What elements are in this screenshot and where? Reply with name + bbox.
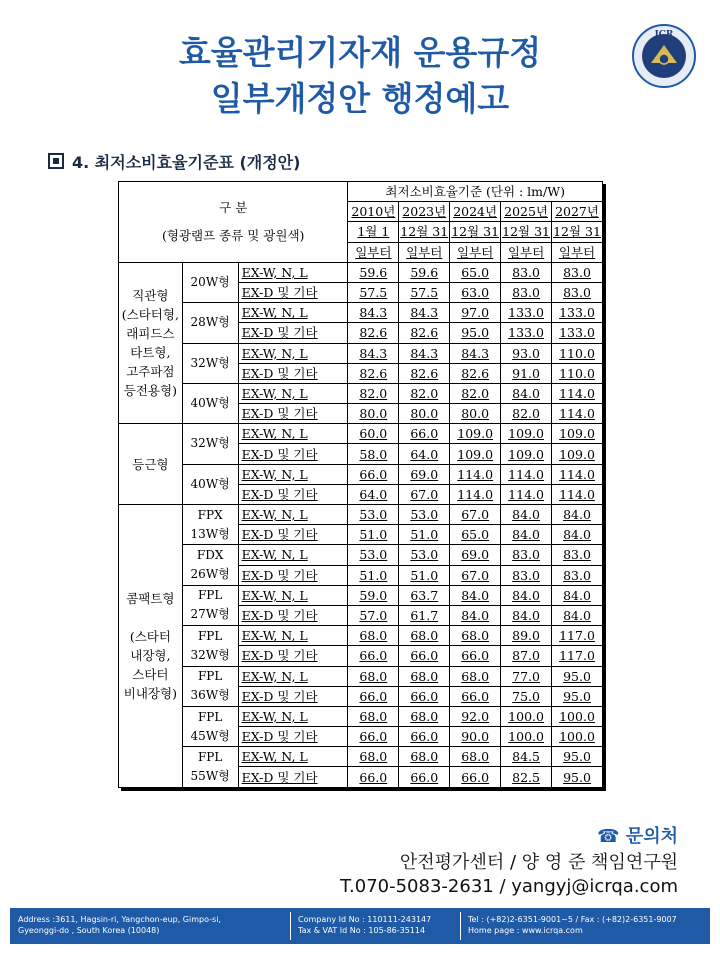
- efficiency-value-cell: 110.0: [552, 343, 603, 363]
- lamp-type-cell: EX-D 및 기타: [238, 525, 348, 545]
- efficiency-value-cell: 68.0: [399, 747, 450, 767]
- category-cell: [119, 424, 183, 505]
- efficiency-value-cell: 84.0: [501, 605, 552, 625]
- efficiency-value-cell: 84.5: [501, 747, 552, 767]
- size-label: 32W형: [190, 436, 230, 451]
- efficiency-value-cell: 114.0: [552, 484, 603, 504]
- efficiency-value-cell: 66.0: [450, 767, 501, 787]
- efficiency-value-cell: 84.0: [450, 585, 501, 605]
- efficiency-value-cell: 64.0: [399, 444, 450, 464]
- size-label: 32W형: [190, 647, 230, 662]
- efficiency-value-cell: 69.0: [450, 545, 501, 565]
- lamp-type-cell: EX-D 및 기타: [238, 323, 348, 343]
- efficiency-value-cell: 63.7: [399, 585, 450, 605]
- efficiency-value-cell: 75.0: [501, 686, 552, 706]
- efficiency-value-cell: 64.0: [348, 484, 399, 504]
- efficiency-value-cell: 57.5: [399, 282, 450, 302]
- lamp-code: FDX: [196, 548, 224, 563]
- efficiency-value-cell: 84.0: [450, 605, 501, 625]
- efficiency-value-cell: 100.0: [552, 727, 603, 747]
- efficiency-value-cell: 66.0: [399, 646, 450, 666]
- header-dates-cell: 12월 31: [450, 222, 501, 242]
- efficiency-value-cell: 84.3: [399, 343, 450, 363]
- efficiency-value-cell: 100.0: [501, 727, 552, 747]
- efficiency-value-cell: 114.0: [552, 383, 603, 403]
- efficiency-value-cell: 100.0: [501, 706, 552, 726]
- efficiency-value-cell: 66.0: [399, 424, 450, 444]
- efficiency-value-cell: 68.0: [399, 706, 450, 726]
- efficiency-value-cell: 91.0: [501, 363, 552, 383]
- efficiency-value-cell: 114.0: [450, 484, 501, 504]
- table-row: [119, 747, 603, 767]
- efficiency-value-cell: 82.6: [348, 323, 399, 343]
- lamp-code: FPL: [197, 749, 223, 764]
- efficiency-value-cell: 67.0: [450, 565, 501, 585]
- lamp-type-cell: EX-W, N, L: [238, 747, 348, 767]
- header-froms-cell: 일부터: [450, 242, 501, 262]
- lamp-code: FPL: [197, 588, 223, 603]
- efficiency-value-cell: 109.0: [552, 444, 603, 464]
- efficiency-value-cell: 95.0: [552, 767, 603, 787]
- size-label: 45W형: [190, 728, 230, 743]
- category-label: 등근형: [132, 456, 169, 472]
- efficiency-table-container: [118, 181, 608, 788]
- header-corner-subtitle: (형광램프 종류 및 광원색): [161, 227, 305, 243]
- header-years-cell: 2027년: [552, 202, 603, 222]
- efficiency-value-cell: 83.0: [552, 262, 603, 282]
- page-title-line1: 효율관리기자재 운용규정: [178, 33, 542, 72]
- efficiency-value-cell: 87.0: [501, 646, 552, 666]
- lamp-type-cell: EX-D 및 기타: [238, 282, 348, 302]
- efficiency-value-cell: 66.0: [348, 686, 399, 706]
- size-label: 55W형: [190, 768, 230, 783]
- efficiency-standard-table: [118, 181, 603, 788]
- efficiency-value-cell: 84.0: [552, 525, 603, 545]
- size-cell: [182, 666, 238, 706]
- efficiency-value-cell: 95.0: [552, 666, 603, 686]
- lamp-type-cell: EX-D 및 기타: [238, 484, 348, 504]
- size-cell: [182, 383, 238, 423]
- lamp-type-cell: EX-W, N, L: [238, 545, 348, 565]
- header-years-cell: 2010년: [348, 202, 399, 222]
- lamp-code: FPL: [197, 669, 223, 684]
- efficiency-value-cell: 82.0: [501, 404, 552, 424]
- size-label: 32W형: [190, 355, 230, 370]
- efficiency-value-cell: 89.0: [501, 626, 552, 646]
- section-label: 4. 최저소비효율기준표 (개정안): [72, 153, 301, 172]
- efficiency-value-cell: 84.0: [552, 505, 603, 525]
- efficiency-value-cell: 51.0: [399, 525, 450, 545]
- square-bullet-icon: [48, 153, 64, 169]
- efficiency-value-cell: 66.0: [399, 686, 450, 706]
- efficiency-value-cell: 82.6: [348, 363, 399, 383]
- efficiency-value-cell: 61.7: [399, 605, 450, 625]
- table-row: [119, 383, 603, 403]
- lamp-type-cell: EX-W, N, L: [238, 464, 348, 484]
- efficiency-value-cell: 58.0: [348, 444, 399, 464]
- efficiency-value-cell: 59.6: [348, 262, 399, 282]
- efficiency-value-cell: 68.0: [348, 626, 399, 646]
- efficiency-value-cell: 67.0: [399, 484, 450, 504]
- efficiency-value-cell: 114.0: [552, 404, 603, 424]
- efficiency-value-cell: 68.0: [450, 666, 501, 686]
- efficiency-value-cell: 95.0: [552, 747, 603, 767]
- efficiency-value-cell: 84.0: [552, 585, 603, 605]
- section-heading: [48, 150, 300, 173]
- icr-emblem-icon: [631, 23, 697, 89]
- size-cell: [182, 424, 238, 464]
- lamp-type-cell: EX-D 및 기타: [238, 363, 348, 383]
- efficiency-value-cell: 59.6: [399, 262, 450, 282]
- efficiency-value-cell: 114.0: [450, 464, 501, 484]
- efficiency-value-cell: 67.0: [450, 505, 501, 525]
- size-label: 26W형: [190, 567, 230, 582]
- efficiency-value-cell: 68.0: [450, 626, 501, 646]
- efficiency-value-cell: 82.6: [450, 363, 501, 383]
- lamp-type-cell: EX-W, N, L: [238, 706, 348, 726]
- efficiency-value-cell: 133.0: [552, 303, 603, 323]
- header-dates-cell: 12월 31: [501, 222, 552, 242]
- size-cell: [182, 303, 238, 343]
- efficiency-value-cell: 110.0: [552, 363, 603, 383]
- header-froms-cell: 일부터: [348, 242, 399, 262]
- lamp-type-cell: EX-D 및 기타: [238, 444, 348, 464]
- lamp-code: FPL: [197, 628, 223, 643]
- efficiency-value-cell: 133.0: [501, 323, 552, 343]
- header-years-cell: 2025년: [501, 202, 552, 222]
- efficiency-value-cell: 93.0: [501, 343, 552, 363]
- efficiency-value-cell: 84.0: [552, 605, 603, 625]
- header-years-cell: 2024년: [450, 202, 501, 222]
- efficiency-value-cell: 66.0: [399, 767, 450, 787]
- lamp-type-cell: EX-W, N, L: [238, 424, 348, 444]
- efficiency-value-cell: 117.0: [552, 646, 603, 666]
- efficiency-value-cell: 82.0: [450, 383, 501, 403]
- efficiency-value-cell: 68.0: [399, 626, 450, 646]
- efficiency-value-cell: 100.0: [552, 706, 603, 726]
- efficiency-value-cell: 51.0: [399, 565, 450, 585]
- lamp-code: FPX: [197, 507, 223, 522]
- category-label: 콤팩트형 (스타터 내장형, 스타터 비내장형): [123, 590, 177, 701]
- lamp-type-cell: EX-D 및 기타: [238, 565, 348, 585]
- size-cell: [182, 505, 238, 545]
- size-cell: [182, 262, 238, 302]
- category-label-cont: 타트형, 고주파점 등전용형): [123, 345, 177, 398]
- efficiency-value-cell: 83.0: [552, 545, 603, 565]
- efficiency-value-cell: 66.0: [348, 727, 399, 747]
- lamp-code: FPL: [197, 709, 223, 724]
- header-group-label: 최저소비효율기준 (단위 : lm/W): [348, 182, 603, 202]
- footer-contact: [468, 914, 677, 936]
- header-froms-cell: 일부터: [552, 242, 603, 262]
- table-row: [119, 666, 603, 686]
- efficiency-value-cell: 83.0: [501, 282, 552, 302]
- efficiency-value-cell: 95.0: [450, 323, 501, 343]
- footer-divider: [290, 912, 291, 940]
- contact-person: 안전평가센터 / 양 영 준 책임연구원: [399, 852, 678, 873]
- efficiency-value-cell: 68.0: [348, 706, 399, 726]
- footer-bar: [10, 908, 710, 944]
- size-cell: [182, 464, 238, 504]
- efficiency-value-cell: 82.0: [399, 383, 450, 403]
- footer-homepage: Home page : www.icrqa.com: [468, 926, 583, 935]
- lamp-type-cell: EX-D 및 기타: [238, 404, 348, 424]
- efficiency-value-cell: 77.0: [501, 666, 552, 686]
- header-dates-cell: 1월 1: [348, 222, 399, 242]
- efficiency-value-cell: 133.0: [501, 303, 552, 323]
- efficiency-value-cell: 66.0: [399, 727, 450, 747]
- size-cell: [182, 545, 238, 585]
- efficiency-value-cell: 84.3: [348, 343, 399, 363]
- lamp-type-cell: EX-W, N, L: [238, 505, 348, 525]
- efficiency-value-cell: 68.0: [348, 666, 399, 686]
- footer-address-line1: Address :3611, Hagsin-ri, Yangchon-eup, Gimpo-si,: [18, 915, 221, 924]
- footer-company-id: Company Id No : 110111-243147: [298, 915, 432, 924]
- efficiency-value-cell: 83.0: [552, 565, 603, 585]
- efficiency-value-cell: 68.0: [399, 666, 450, 686]
- size-label: 27W형: [190, 607, 230, 622]
- table-row: [119, 545, 603, 565]
- efficiency-value-cell: 51.0: [348, 565, 399, 585]
- category-label: 직관형 (스타터형, 래피드스: [121, 288, 179, 341]
- lamp-type-cell: EX-W, N, L: [238, 383, 348, 403]
- footer-divider: [460, 912, 461, 940]
- page-title-line2: 일부개정안 행정예고: [210, 79, 510, 118]
- efficiency-value-cell: 66.0: [348, 464, 399, 484]
- efficiency-value-cell: 66.0: [348, 646, 399, 666]
- lamp-type-cell: EX-W, N, L: [238, 666, 348, 686]
- efficiency-value-cell: 80.0: [450, 404, 501, 424]
- size-cell: [182, 747, 238, 787]
- header-dates-cell: 12월 31: [399, 222, 450, 242]
- table-row: [119, 585, 603, 605]
- category-cell: [119, 262, 183, 424]
- efficiency-value-cell: 82.0: [348, 383, 399, 403]
- efficiency-value-cell: 109.0: [450, 444, 501, 464]
- size-cell: [182, 706, 238, 746]
- size-cell: [182, 585, 238, 625]
- efficiency-value-cell: 82.6: [399, 363, 450, 383]
- efficiency-value-cell: 84.0: [501, 525, 552, 545]
- efficiency-value-cell: 68.0: [348, 747, 399, 767]
- efficiency-value-cell: 82.6: [399, 323, 450, 343]
- size-label: 40W형: [190, 396, 230, 411]
- efficiency-value-cell: 92.0: [450, 706, 501, 726]
- header-corner-title: 구 분: [219, 199, 248, 215]
- contact-phone-email: T.070-5083-2631 / yangyj@icrqa.com: [340, 876, 678, 897]
- efficiency-value-cell: 84.0: [501, 383, 552, 403]
- efficiency-value-cell: 57.5: [348, 282, 399, 302]
- table-row: [119, 303, 603, 323]
- efficiency-value-cell: 59.0: [348, 585, 399, 605]
- efficiency-value-cell: 109.0: [552, 424, 603, 444]
- header-row: [119, 182, 603, 202]
- efficiency-value-cell: 57.0: [348, 605, 399, 625]
- lamp-type-cell: EX-W, N, L: [238, 585, 348, 605]
- footer-tax-id: Tax & VAT Id No : 105-86-35114: [298, 926, 426, 935]
- efficiency-value-cell: 66.0: [450, 686, 501, 706]
- efficiency-value-cell: 66.0: [348, 767, 399, 787]
- size-cell: [182, 626, 238, 666]
- efficiency-value-cell: 66.0: [450, 646, 501, 666]
- efficiency-value-cell: 53.0: [348, 505, 399, 525]
- footer-company: [298, 914, 431, 936]
- footer-address: [18, 914, 221, 936]
- size-cell: [182, 343, 238, 383]
- header-corner-cell: [119, 182, 348, 263]
- table-row: [119, 262, 603, 282]
- efficiency-value-cell: 80.0: [399, 404, 450, 424]
- efficiency-value-cell: 84.0: [501, 505, 552, 525]
- efficiency-value-cell: 84.3: [399, 303, 450, 323]
- size-label: 13W형: [190, 526, 230, 541]
- lamp-type-cell: EX-D 및 기타: [238, 605, 348, 625]
- efficiency-value-cell: 84.0: [501, 585, 552, 605]
- efficiency-value-cell: 53.0: [348, 545, 399, 565]
- efficiency-value-cell: 84.3: [348, 303, 399, 323]
- size-label: 40W형: [190, 476, 230, 491]
- logo-text: ICR: [654, 30, 674, 40]
- header-dates-cell: 12월 31: [552, 222, 603, 242]
- header-froms-cell: 일부터: [399, 242, 450, 262]
- lamp-type-cell: EX-W, N, L: [238, 626, 348, 646]
- efficiency-value-cell: 114.0: [501, 484, 552, 504]
- efficiency-value-cell: 83.0: [501, 545, 552, 565]
- efficiency-value-cell: 53.0: [399, 505, 450, 525]
- efficiency-value-cell: 63.0: [450, 282, 501, 302]
- header-years-cell: 2023년: [399, 202, 450, 222]
- header-froms-cell: 일부터: [501, 242, 552, 262]
- lamp-type-cell: EX-W, N, L: [238, 343, 348, 363]
- table-row: [119, 424, 603, 444]
- efficiency-value-cell: 114.0: [501, 464, 552, 484]
- lamp-type-cell: EX-W, N, L: [238, 262, 348, 282]
- table-row: [119, 706, 603, 726]
- table-row: [119, 505, 603, 525]
- efficiency-value-cell: 83.0: [501, 262, 552, 282]
- lamp-type-cell: EX-D 및 기타: [238, 686, 348, 706]
- lamp-type-cell: EX-D 및 기타: [238, 727, 348, 747]
- contact-title: ☎ 문의처: [597, 826, 678, 847]
- efficiency-value-cell: 68.0: [450, 747, 501, 767]
- efficiency-value-cell: 69.0: [399, 464, 450, 484]
- efficiency-value-cell: 80.0: [348, 404, 399, 424]
- efficiency-value-cell: 53.0: [399, 545, 450, 565]
- efficiency-value-cell: 97.0: [450, 303, 501, 323]
- lamp-type-cell: EX-D 및 기타: [238, 767, 348, 787]
- size-label: 20W형: [190, 274, 230, 289]
- efficiency-value-cell: 109.0: [501, 424, 552, 444]
- table-row: [119, 343, 603, 363]
- efficiency-value-cell: 65.0: [450, 525, 501, 545]
- category-cell: [119, 505, 183, 788]
- efficiency-value-cell: 60.0: [348, 424, 399, 444]
- efficiency-value-cell: 65.0: [450, 262, 501, 282]
- size-label: 36W형: [190, 688, 230, 703]
- footer-tel-fax: Tel : (+82)2-6351-9001~5 / Fax : (+82)2-6351-9007: [468, 915, 677, 924]
- table-row: [119, 626, 603, 646]
- efficiency-value-cell: 117.0: [552, 626, 603, 646]
- efficiency-value-cell: 82.5: [501, 767, 552, 787]
- efficiency-value-cell: 133.0: [552, 323, 603, 343]
- table-row: [119, 464, 603, 484]
- efficiency-value-cell: 84.3: [450, 343, 501, 363]
- lamp-type-cell: EX-W, N, L: [238, 303, 348, 323]
- efficiency-value-cell: 114.0: [552, 464, 603, 484]
- lamp-type-cell: EX-D 및 기타: [238, 646, 348, 666]
- efficiency-value-cell: 90.0: [450, 727, 501, 747]
- efficiency-value-cell: 83.0: [552, 282, 603, 302]
- efficiency-value-cell: 109.0: [450, 424, 501, 444]
- efficiency-value-cell: 51.0: [348, 525, 399, 545]
- size-label: 28W형: [190, 315, 230, 330]
- efficiency-value-cell: 109.0: [501, 444, 552, 464]
- efficiency-value-cell: 83.0: [501, 565, 552, 585]
- footer-address-line2: Gyeonggi-do , South Korea (10048): [18, 926, 160, 935]
- efficiency-value-cell: 95.0: [552, 686, 603, 706]
